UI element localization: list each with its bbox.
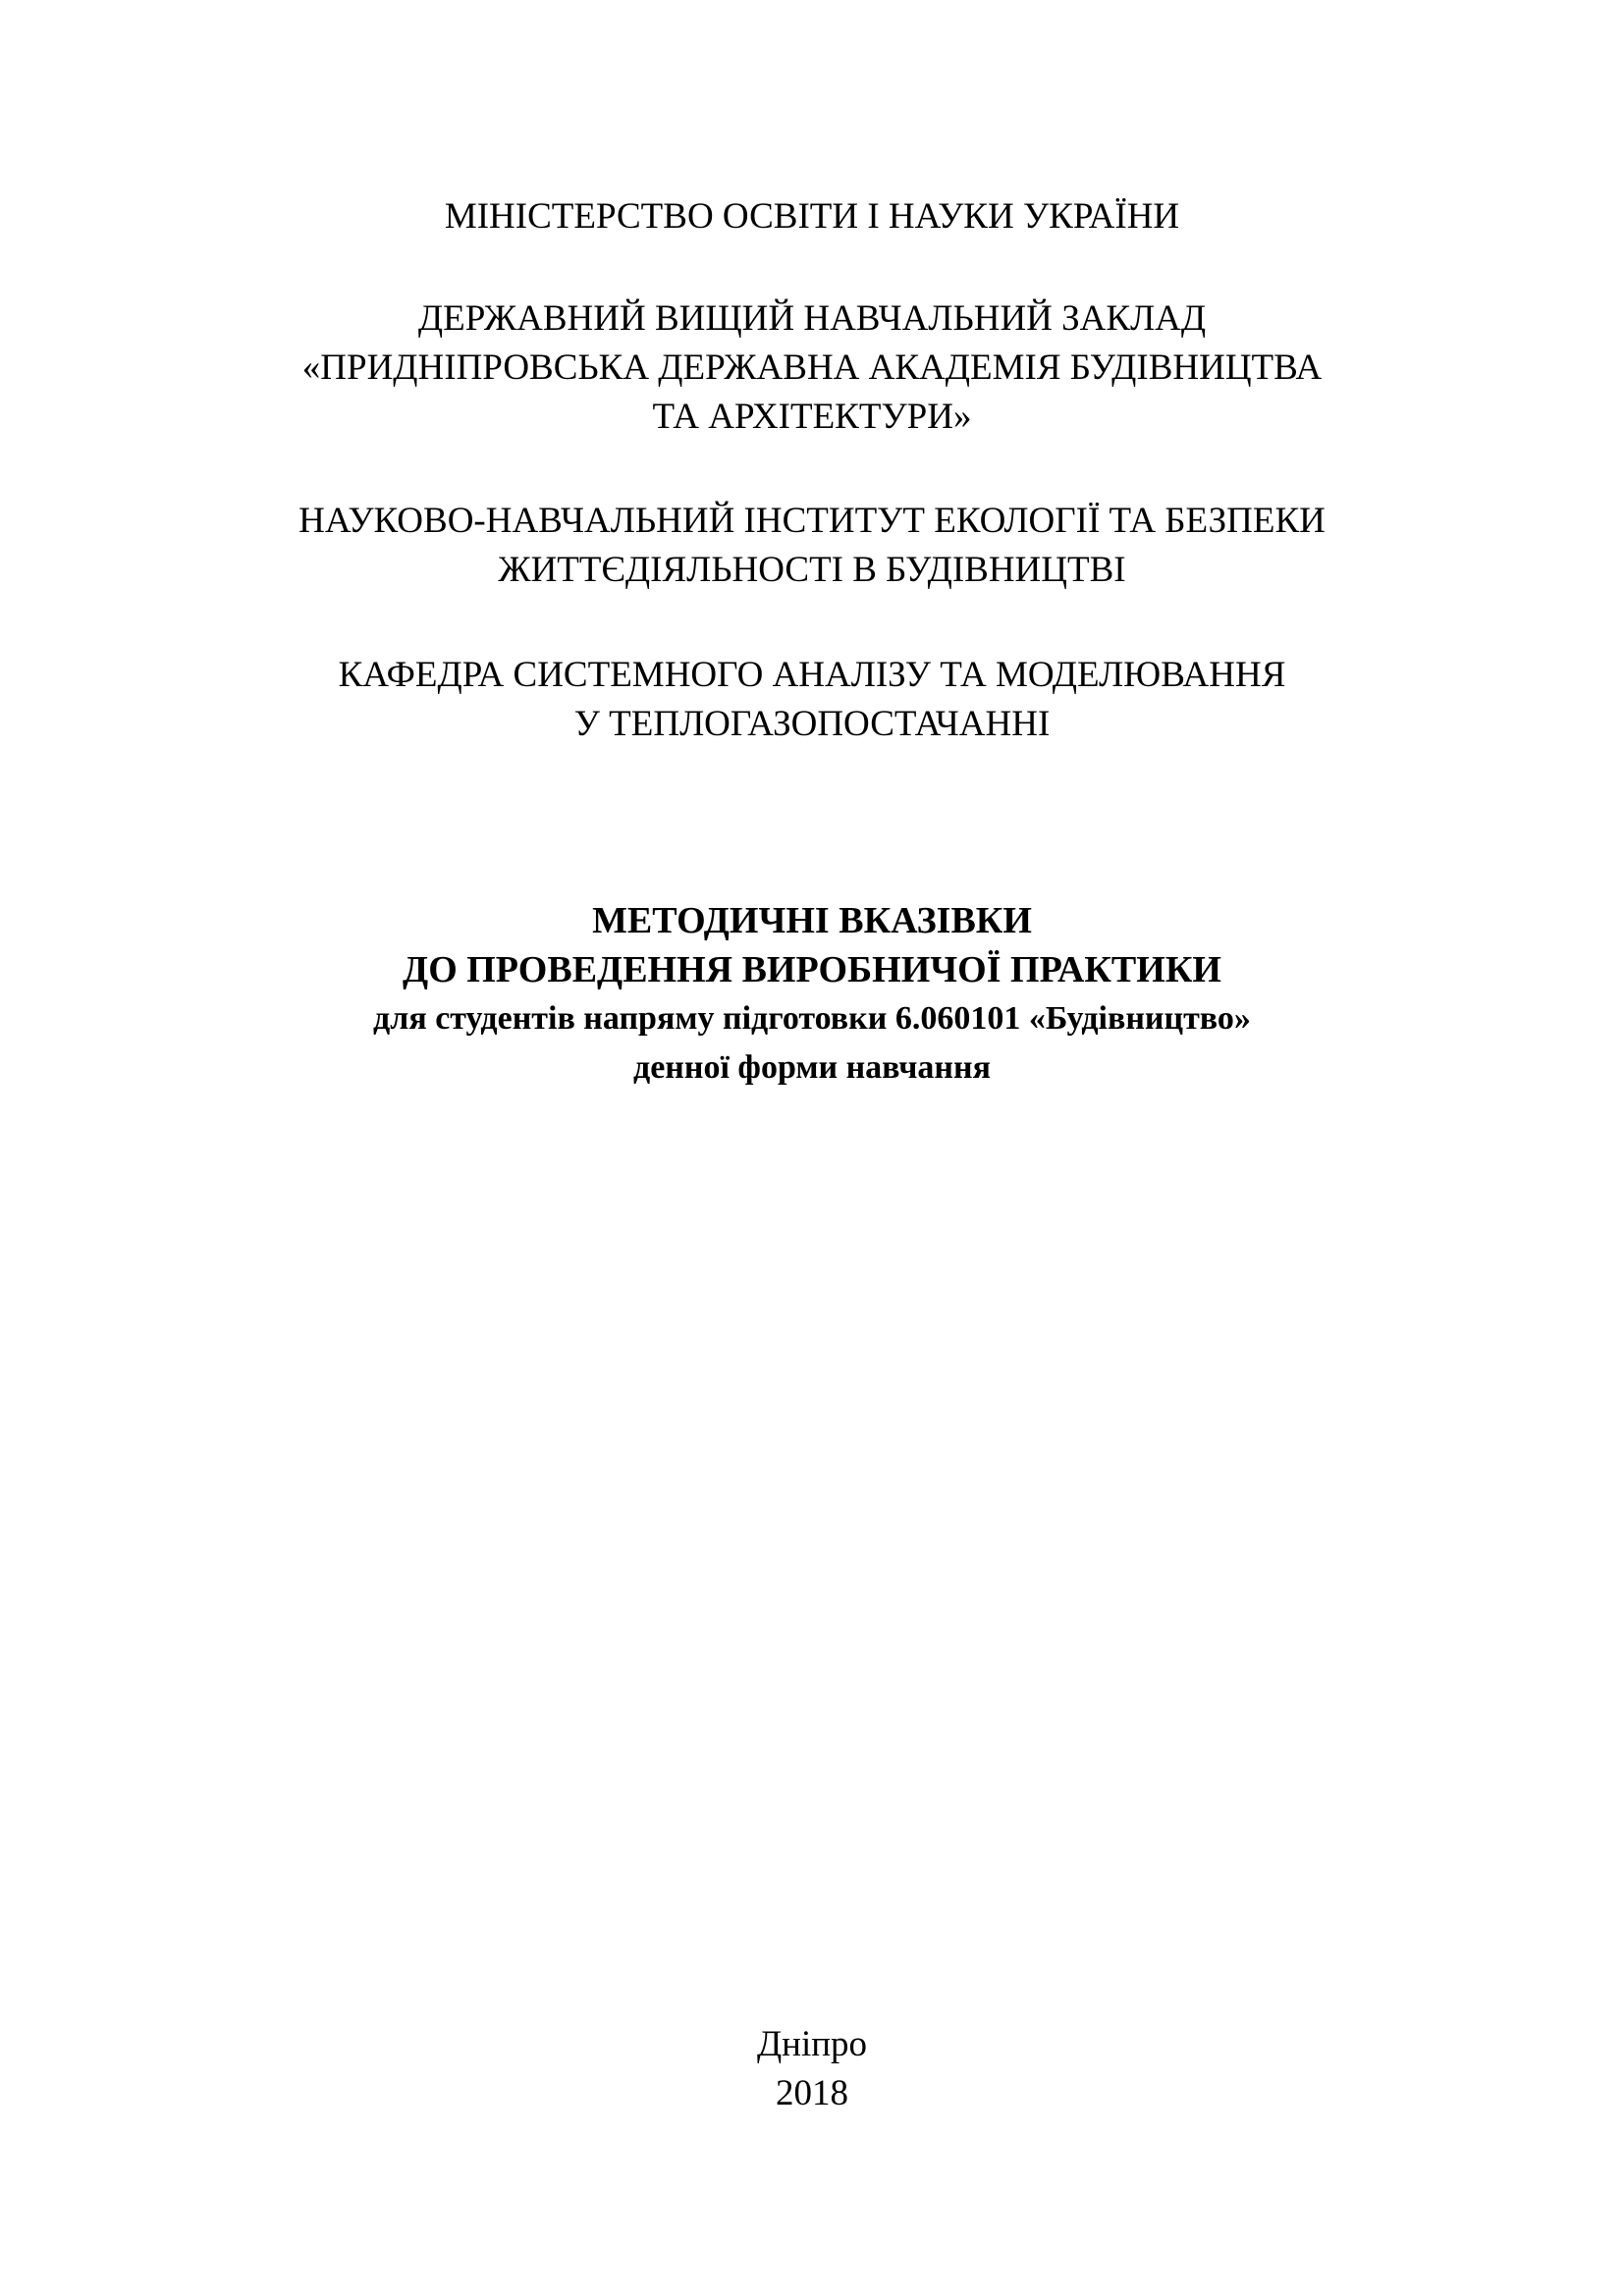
document-subtitle-line-2: денної форми навчання xyxy=(633,1049,991,1086)
document-title-block xyxy=(0,896,1624,1093)
document-subtitle-line-1: для студентів напряму підготовки 6.060101 «Будівництво» xyxy=(373,1000,1251,1037)
document-title-line-2: ДО ПРОВЕДЕННЯ ВИРОБНИЧОЇ ПРАКТИКИ xyxy=(403,949,1221,990)
ministry-block xyxy=(0,192,1624,241)
institution-block xyxy=(0,294,1624,442)
institute-block xyxy=(0,497,1624,595)
publication-city: Дніпро xyxy=(756,2024,868,2064)
institute-line-1: НАУКОВО-НАВЧАЛЬНИЙ ІНСТИТУТ ЕКОЛОГІЇ ТА БЕЗПЕКИ xyxy=(298,501,1326,541)
institute-line-2: ЖИТТЄДІЯЛЬНОСТІ В БУДІВНИЦТВІ xyxy=(498,550,1126,590)
department-block xyxy=(0,651,1624,749)
document-title-line-1: МЕТОДИЧНІ ВКАЗІВКИ xyxy=(592,900,1032,941)
department-line-1: КАФЕДРА СИСТЕМНОГО АНАЛІЗУ ТА МОДЕЛЮВАННЯ xyxy=(338,655,1286,695)
footer-block xyxy=(0,2020,1624,2118)
institution-line-3: ТА АРХІТЕКТУРИ» xyxy=(652,397,972,437)
department-line-2: У ТЕПЛОГАЗОПОСТАЧАННІ xyxy=(573,704,1051,744)
ministry-name: МІНІСТЕРСТВО ОСВІТИ І НАУКИ УКРАЇНИ xyxy=(444,196,1180,237)
publication-year: 2018 xyxy=(776,2073,848,2113)
institution-line-2: «ПРИДНІПРОВСЬКА ДЕРЖАВНА АКАДЕМІЯ БУДІВНИЦТВА xyxy=(301,347,1323,388)
institution-line-1: ДЕРЖАВНИЙ ВИЩИЙ НАВЧАЛЬНИЙ ЗАКЛАД xyxy=(417,298,1207,339)
